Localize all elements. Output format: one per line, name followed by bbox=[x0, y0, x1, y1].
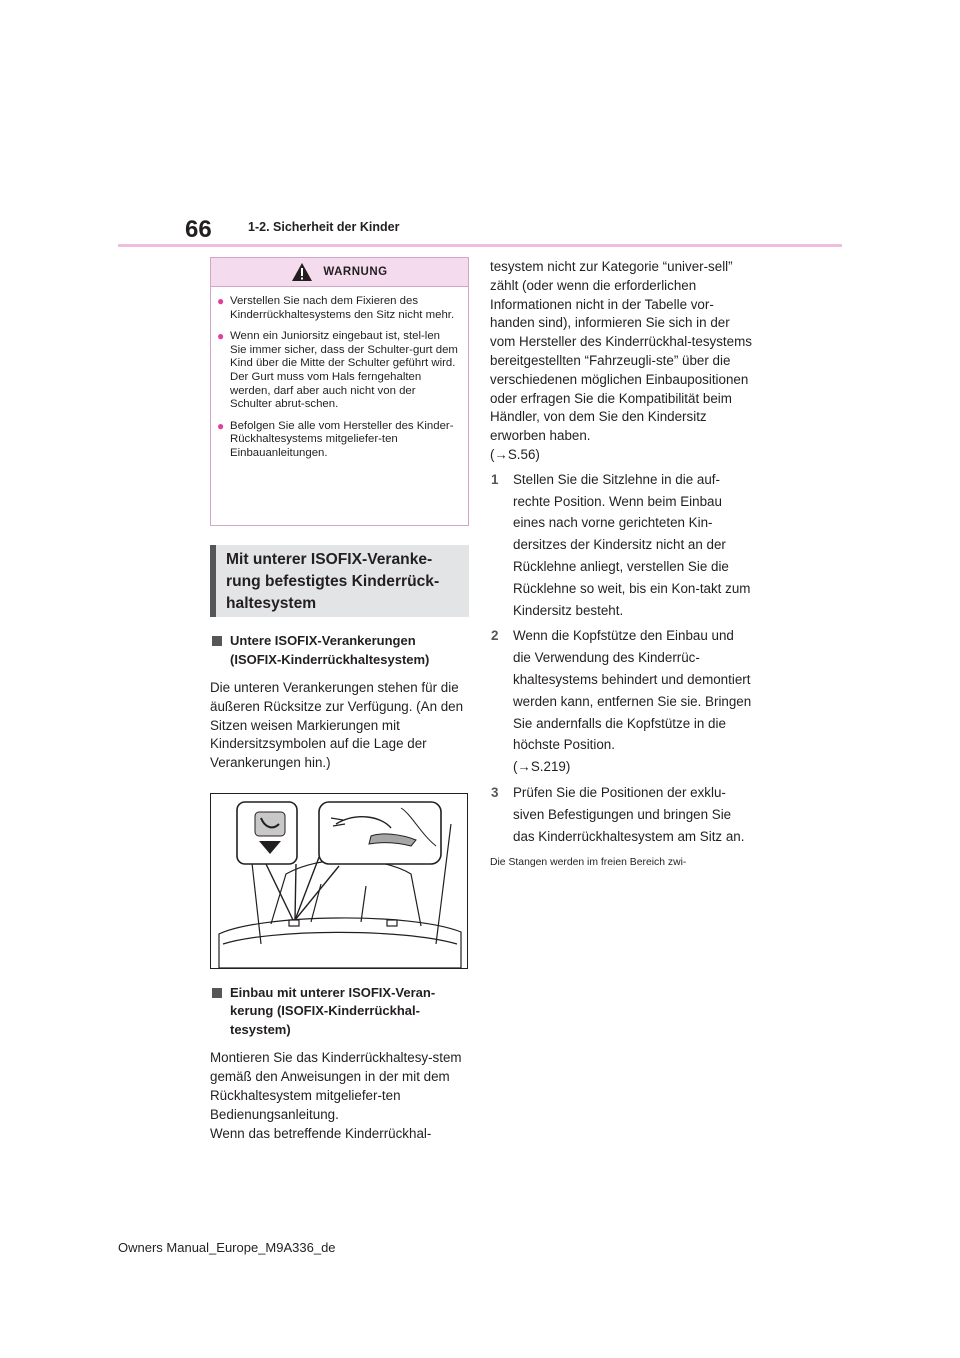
warning-item-text: Wenn ein Juniorsitz eingebaut ist, stel-len Sie immer sicher, dass der Schulter-gurt dem Kind über die Mitte der Schulter geführt wird. Der Gurt muss vom Hals ferngehalten werden, darf aber auch nicht von der Schulter abrut-schen. bbox=[230, 330, 458, 411]
warning-triangle-icon bbox=[291, 262, 313, 282]
step-text: Stellen Sie die Sitzlehne in die auf-rechte Position. Wenn beim Einbau eines nach vorne gerichteten Kin-dersitzes der Kindersitz nicht an der Rücklehne anliegt, verstellen Sie die Rücklehne so weit, bis ein Kon-takt zum Kindersitz besteht. bbox=[513, 471, 751, 618]
bullet-icon: ● bbox=[217, 329, 225, 344]
right-column bbox=[490, 258, 755, 868]
warning-item bbox=[217, 295, 458, 322]
warning-item bbox=[217, 330, 458, 412]
warning-title: WARNUNG bbox=[323, 266, 388, 278]
paragraph-text: tesystem nicht zur Kategorie “univer-sell” zählt (oder wenn die erforderlichen Informationen nicht in der Tabelle vor-handen sind), informieren Sie sich in der vom Hersteller des Kinderrückhal-tesystems bereitgestellten “Fahrzeugli-ste” über die verschiedenen möglichen Einbaupositionen oder erfragen Sie die Kompatibilität beim Händler, von dem Sie den Kindersitz erworben haben. bbox=[490, 259, 752, 444]
rear-seat-isofix-illustration bbox=[210, 793, 468, 969]
subheading-installation bbox=[210, 984, 469, 1040]
isofix-section-heading: Mit unterer ISOFIX-Veranke-rung befestigtes Kinderrück-haltesystem bbox=[210, 545, 469, 617]
bullet-icon: ● bbox=[217, 418, 225, 433]
small-note: Die Stangen werden im freien Bereich zwi- bbox=[490, 857, 687, 869]
step-number: 3 bbox=[491, 784, 499, 800]
step-item bbox=[490, 625, 755, 778]
step-text: Prüfen Sie die Positionen der exklu-siven Befestigungen und bringen Sie das Kinderrückhaltesystem am Sitz an. bbox=[513, 784, 745, 844]
bullet-icon: ● bbox=[217, 294, 225, 308]
step-item bbox=[490, 469, 755, 622]
section-title: 1-2. Sicherheit der Kinder bbox=[248, 220, 400, 234]
warning-item bbox=[217, 420, 458, 461]
paragraph-text-continued: Wenn das betreffende Kinderrückhal- bbox=[210, 1125, 432, 1141]
left-column bbox=[210, 257, 469, 1143]
header-rule bbox=[118, 244, 842, 247]
warning-header bbox=[211, 258, 468, 287]
step-item bbox=[490, 782, 755, 847]
paragraph bbox=[490, 258, 755, 465]
subheading-text: Untere ISOFIX-Verankerungen (ISOFIX-Kinderrückhaltesystem) bbox=[230, 633, 430, 667]
page-reference: (→S.219) bbox=[513, 759, 571, 775]
square-bullet-icon bbox=[212, 988, 222, 998]
warning-box bbox=[210, 257, 469, 526]
paragraph-text: Montieren Sie das Kinderrückhaltesy-stem gemäß den Anweisungen in der mit dem Rückhaltesystem mitgeliefer-ten Bedienungsanleitung. bbox=[210, 1050, 462, 1122]
step-number: 2 bbox=[491, 628, 499, 644]
footer-doc-id: Owners Manual_Europe_M9A336_de bbox=[118, 1240, 336, 1255]
subheading-text: Einbau mit unterer ISOFIX-Veran-kerung (ISOFIX-Kinderrückhal-tesystem) bbox=[230, 984, 436, 1037]
step-text: Wenn die Kopfstütze den Einbau und die Verwendung des Kinderrüc-khaltesystems behindert und demontiert werden kann, entfernen Sie sie. Bringen Sie andernfalls die Kopfstütze in die höchste Position. bbox=[513, 628, 752, 753]
paragraph: Die unteren Verankerungen stehen für die äußeren Rücksitze zur Verfügung. (An den Sitzen weisen Markierungen mit Kindersitzsymbolen auf die Lage der Verankerungen hin.) bbox=[210, 680, 464, 771]
step-number: 1 bbox=[491, 471, 499, 487]
warning-item-text: Befolgen Sie alle vom Hersteller des Kinder-Rückhaltesystems mitgeliefer-ten Einbauanleitungen. bbox=[230, 419, 454, 459]
page-reference: (→S.56) bbox=[490, 446, 540, 462]
warning-item-text: Verstellen Sie nach dem Fixieren des Kinderrückhaltesystems den Sitz nicht mehr. bbox=[230, 295, 455, 321]
square-bullet-icon bbox=[212, 636, 222, 646]
page-number: 66 bbox=[185, 216, 212, 243]
subheading-lower-anchors bbox=[210, 632, 469, 669]
paragraph bbox=[210, 1049, 469, 1143]
